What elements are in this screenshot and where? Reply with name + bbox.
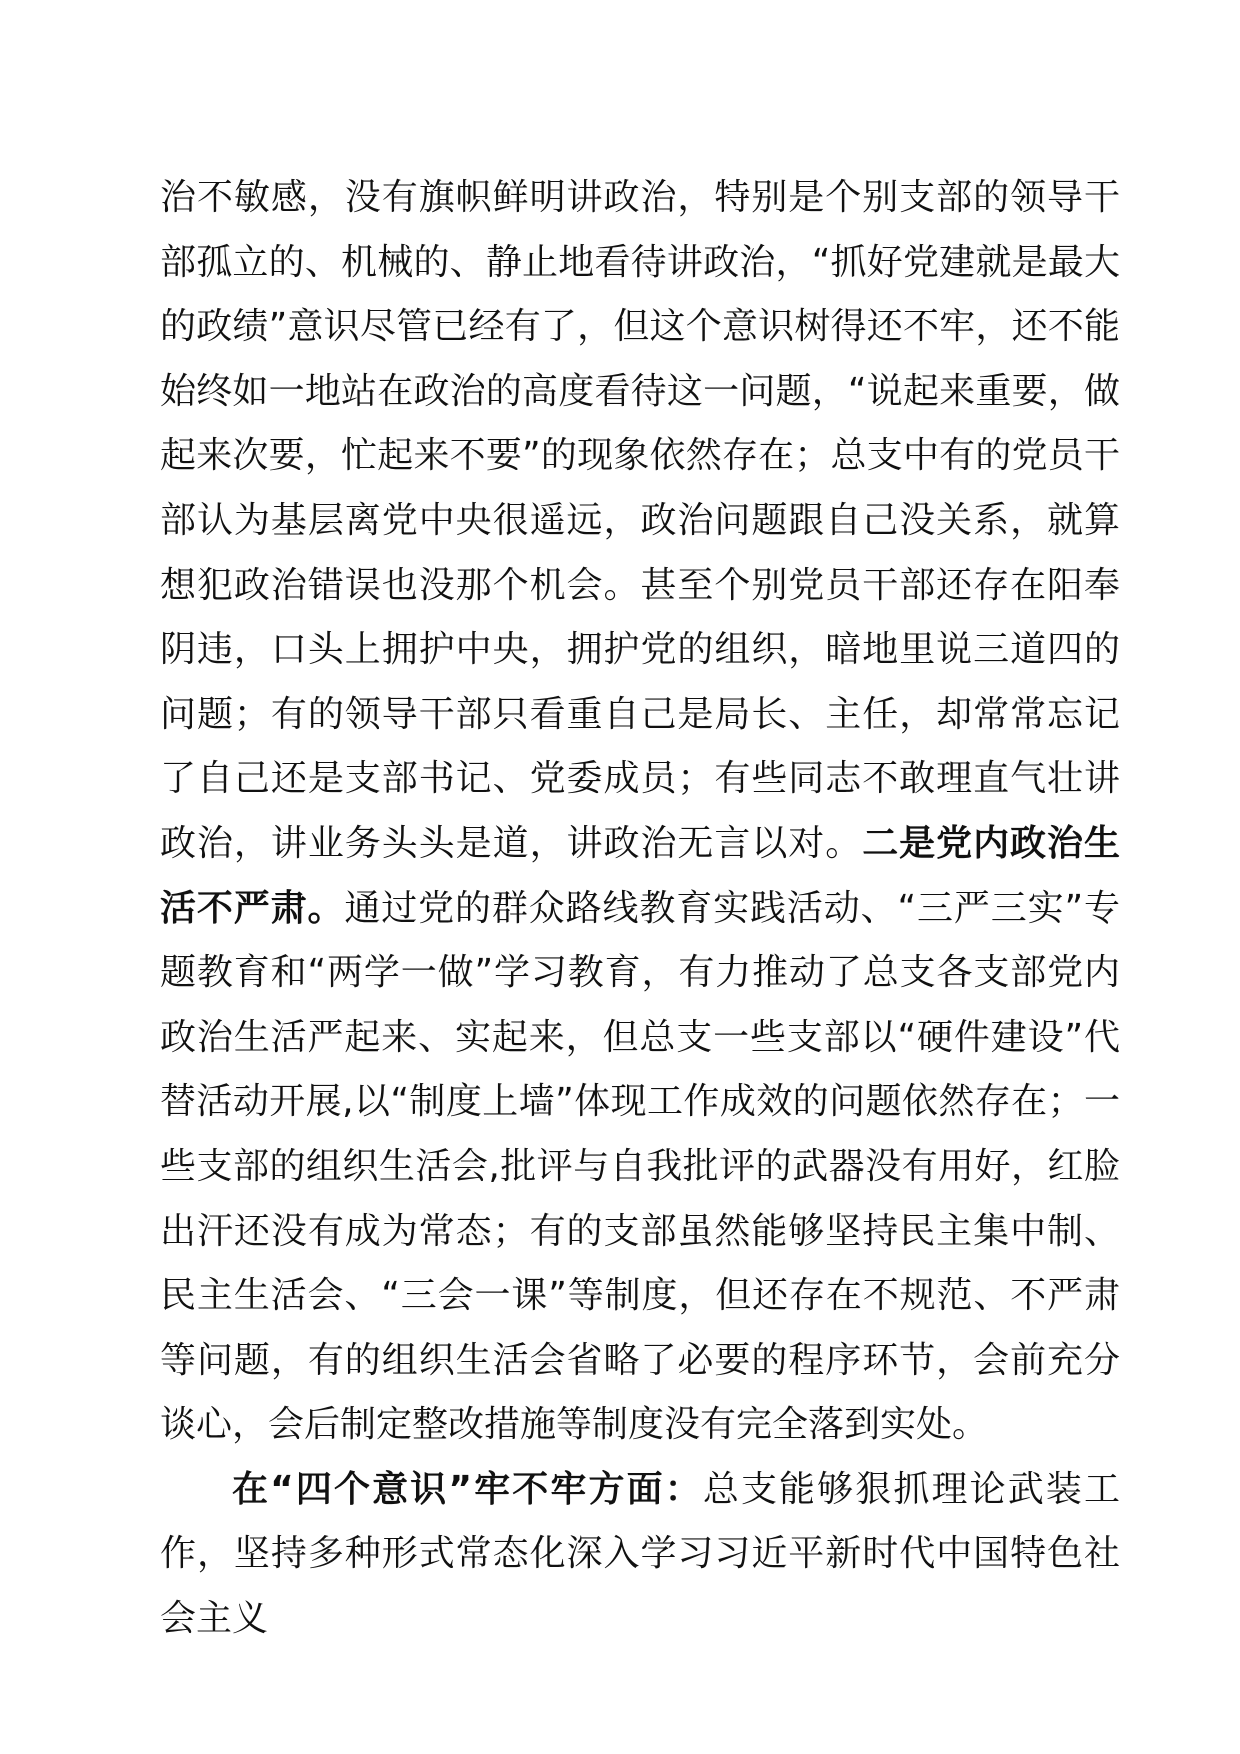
paragraph-text: 通过党的群众路线教育实践活动、“三严三实”专题教育和“两学一做”学习教育，有力推动了总支各支部党内政治生活严起来、实起来，但总支一些支部以“硬件建设”代替活动开展,以“制度上墙”体现工作成效的问题依然存在；一些支部的组织生活会,批评与自我批评的武器没有用好，红脸出汗还没有成为常态；有的支部虽然能够坚持民主集中制、民主生活会、“三会一课”等制度，但还存在不规范、不严肃等问题，有的组织生活会省略了必要的程序环节，会前充分谈心，会后制定整改措施等制度没有完全落到实处。 — [160, 887, 1120, 1446]
paragraph-text: 总支能够狠抓理论武装工作，坚持多种形式常态化深入学习习近平新时代中国特色社会主义 — [160, 1468, 1120, 1640]
paragraph-text: 治不敏感，没有旗帜鲜明讲政治，特别是个别支部的领导干部孤立的、机械的、静止地看待讲政治，“抓好党建就是最大的政绩”意识尽管已经有了，但这个意识树得还不牢，还不能始终如一地站在政治的高度看待这一问题，“说起来重要，做起来次要，忙起来不要”的现象依然存在；总支中有的党员干部认为基层离党中央很遥远，政治问题跟自己没关系，就算想犯政治错误也没那个机会。甚至个别党员干部还存在阳奉阴违，口头上拥护中央，拥护党的组织，暗地里说三道四的问题；有的领导干部只看重自己是局长、主任，却常常忘记了自己还是支部书记、党委成员；有些同志不敢理直气壮讲政治，讲业务头头是道，讲政治无言以对。 — [160, 177, 1120, 864]
bold-heading-party-life: 二是党内政治生活不严肃。 — [160, 822, 1120, 929]
paragraph-four-consciousness — [160, 1458, 1120, 1652]
bold-heading-four-consciousness: 在“四个意识”牢不牢方面： — [232, 1468, 703, 1510]
paragraph-political-awareness — [160, 166, 1120, 1458]
body-text — [160, 166, 1120, 1652]
